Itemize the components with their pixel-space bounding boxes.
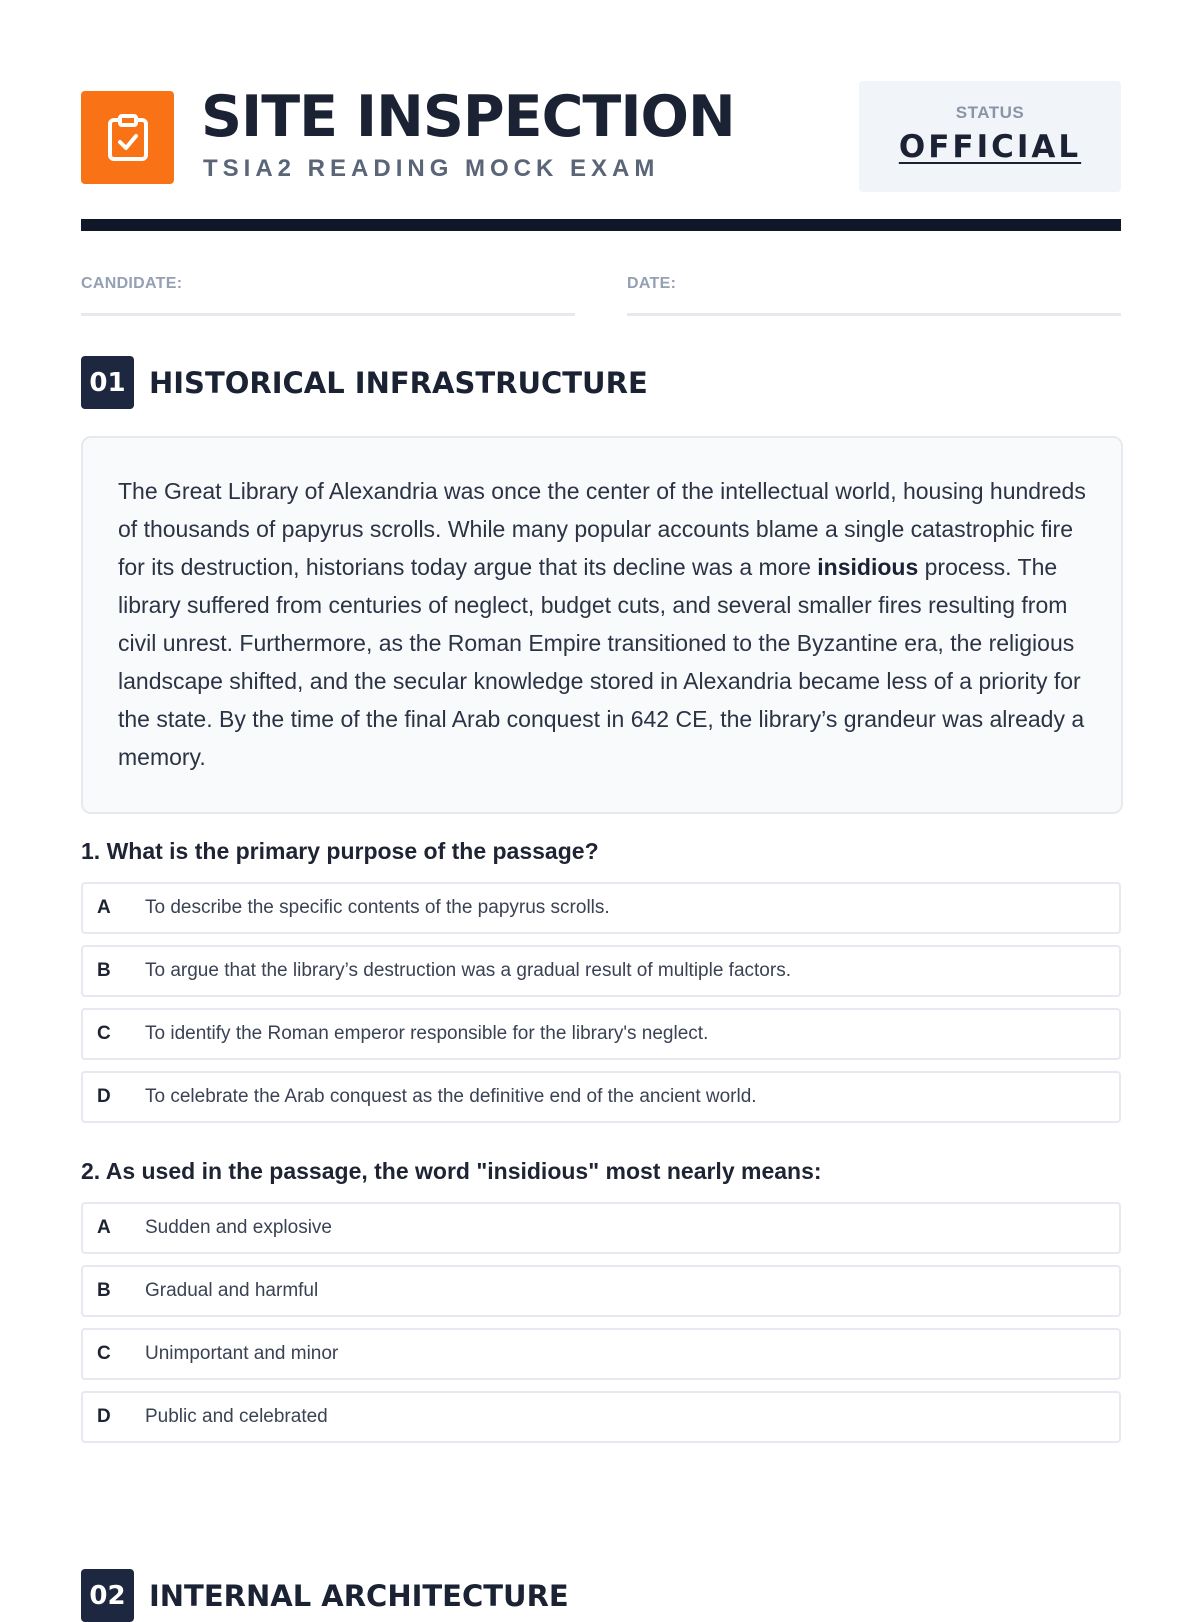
reading-passage bbox=[81, 436, 1123, 814]
option-text: Sudden and explosive bbox=[145, 1217, 332, 1238]
option-letter: C bbox=[97, 1343, 111, 1364]
section-heading bbox=[81, 1569, 569, 1622]
candidate-field[interactable] bbox=[81, 275, 575, 316]
question-prompt: 1. What is the primary purpose of the passage? bbox=[81, 838, 599, 864]
option-text: To identify the Roman emperor responsible for the library's neglect. bbox=[145, 1023, 709, 1044]
clipboard-check-icon bbox=[106, 113, 150, 163]
answer-option[interactable] bbox=[81, 945, 1121, 997]
option-text: To argue that the library’s destruction was a gradual result of multiple factors. bbox=[145, 960, 791, 981]
option-letter: A bbox=[97, 1217, 111, 1238]
answer-option[interactable] bbox=[81, 1202, 1121, 1254]
header-divider bbox=[81, 219, 1121, 231]
passage-emphasis: insidious bbox=[817, 554, 919, 580]
option-letter: A bbox=[97, 897, 111, 918]
option-letter: B bbox=[97, 960, 111, 981]
passage-text: process. The library suffered from centuries of neglect, budget cuts, and several smaller fires resulting from civil unrest. Furthermore, as the Roman Empire transitioned to the Byzantine era, the religious landscape shifted, and the secular knowledge stored in Alexandria became less of a priority for the state. By the time of the final Arab conquest in 642 CE, the library’s grandeur was already a memory. bbox=[118, 554, 1085, 770]
answer-option[interactable] bbox=[81, 1008, 1121, 1060]
answer-options bbox=[81, 1202, 1121, 1454]
option-text: Unimportant and minor bbox=[145, 1343, 339, 1364]
option-letter: D bbox=[97, 1086, 111, 1107]
option-text: To celebrate the Arab conquest as the definitive end of the ancient world. bbox=[145, 1086, 757, 1107]
answer-option[interactable] bbox=[81, 882, 1121, 934]
section-heading bbox=[81, 356, 648, 409]
status-label: STATUS bbox=[955, 103, 1025, 122]
page-header bbox=[81, 81, 1121, 193]
section-number: 02 bbox=[81, 1569, 134, 1622]
section-number: 01 bbox=[81, 356, 134, 409]
answer-option[interactable] bbox=[81, 1071, 1121, 1123]
date-label: DATE: bbox=[627, 275, 677, 292]
status-box bbox=[859, 81, 1121, 192]
option-letter: B bbox=[97, 1280, 111, 1301]
candidate-label: CANDIDATE: bbox=[81, 275, 183, 292]
status-badge: OFFICIAL bbox=[898, 129, 1082, 165]
passage-text: The Great Library of Alexandria was once the center of the intellectual world, housing hundreds of thousands of papyrus scrolls. While many popular accounts blame a single catastrophic fire for its destruction, historians today argue that its decline was a more bbox=[118, 478, 1086, 580]
option-letter: D bbox=[97, 1406, 111, 1427]
option-text: Public and celebrated bbox=[145, 1406, 328, 1427]
section-title: INTERNAL ARCHITECTURE bbox=[149, 1578, 569, 1613]
section-title: HISTORICAL INFRASTRUCTURE bbox=[149, 365, 648, 400]
answer-options bbox=[81, 882, 1121, 1134]
page-subtitle: TSIA2 READING MOCK EXAM bbox=[203, 155, 660, 182]
option-text: To describe the specific contents of the papyrus scrolls. bbox=[145, 897, 610, 918]
date-field[interactable] bbox=[627, 275, 1121, 316]
page-title: SITE INSPECTION bbox=[201, 84, 735, 150]
question-prompt: 2. As used in the passage, the word "insidious" most nearly means: bbox=[81, 1158, 822, 1184]
option-letter: C bbox=[97, 1023, 111, 1044]
answer-option[interactable] bbox=[81, 1328, 1121, 1380]
answer-option[interactable] bbox=[81, 1391, 1121, 1443]
option-text: Gradual and harmful bbox=[145, 1280, 319, 1301]
logo-badge bbox=[81, 91, 174, 184]
answer-option[interactable] bbox=[81, 1265, 1121, 1317]
